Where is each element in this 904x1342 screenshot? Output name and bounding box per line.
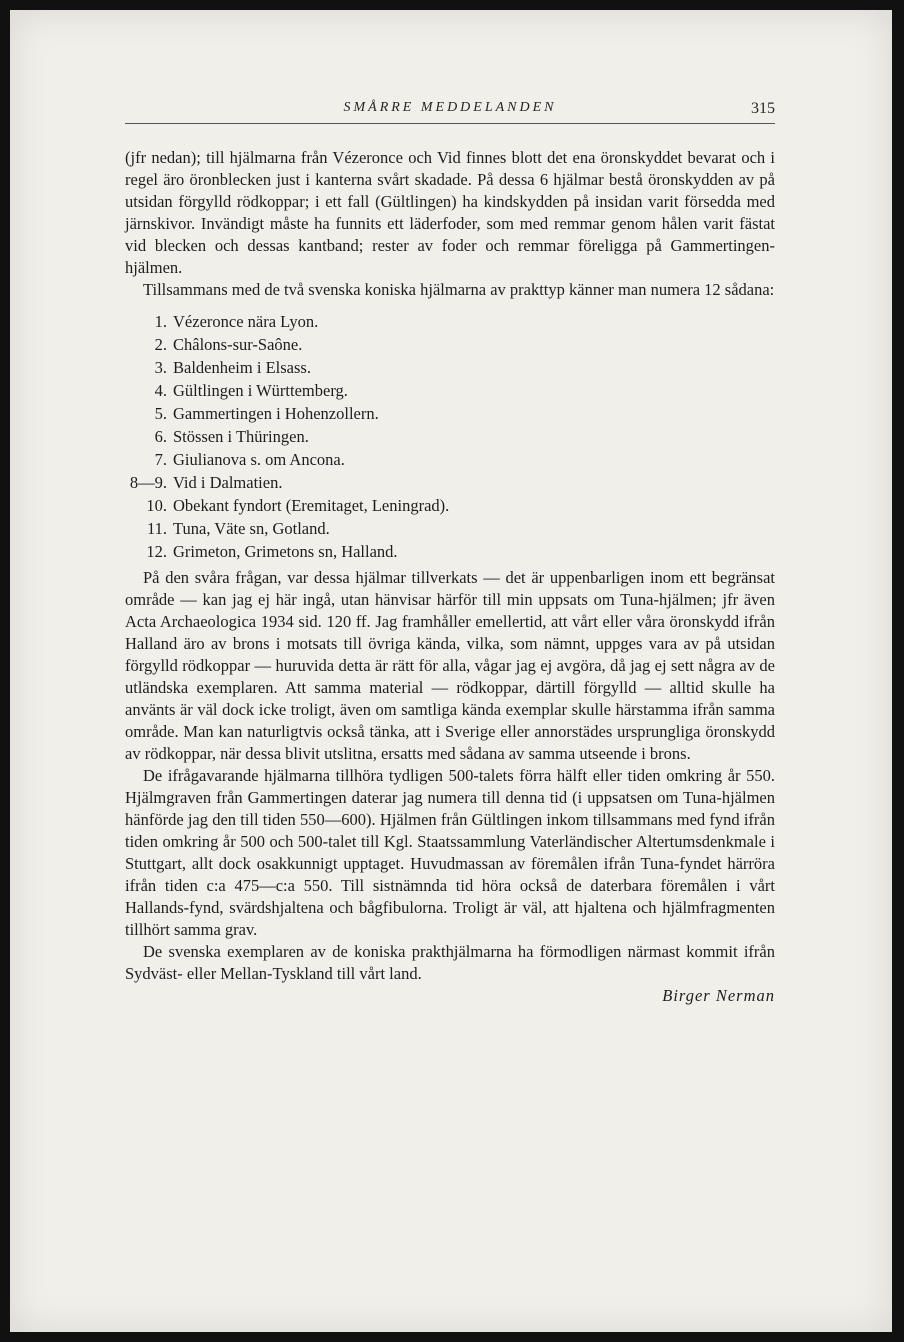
list-item-number: 12. <box>146 542 167 561</box>
list-item-text: Gammertingen i Hohenzollern. <box>173 404 379 423</box>
helmet-list <box>125 310 775 563</box>
page-number: 315 <box>751 100 775 117</box>
list-item <box>125 356 775 379</box>
list-item-text: Vid i Dalmatien. <box>173 473 283 492</box>
list-item-text: Tuna, Väte sn, Gotland. <box>173 519 330 538</box>
list-item-number: 3. <box>154 358 167 377</box>
list-item-number: 10. <box>146 496 167 515</box>
paragraph-4: De ifrågavarande hjälmarna tillhöra tydligen 500-talets förra hälft eller tiden omkring år 550. Hjälmgraven från Gammertingen daterar jag numera till denna tid (i uppsatsen om Tuna-hjälmen hänförde jag den till tiden 550—600). Hjälmen från Gültlingen inkom tillsammans med fynd ifrån tiden omkring år 500 och 500-talet till Kgl. Staatssammlung Vaterländischer Altertumsdenkmale i Stuttgart, allt dock osakkunnigt upptaget. Huvudmassan av föremålen ifrån Tuna-fyndet härröra ifrån tiden c:a 475—c:a 550. Till sistnämnda tid höra också de daterbara föremålen i vårt Hallands-fynd, svärdshjaltena och bågfibulorna. Troligt är väl, att hjaltena och hjälmfragmenten tillhört samma grav. <box>125 766 775 939</box>
list-item-number: 2. <box>154 335 167 354</box>
list-item-text: Giulianova s. om Ancona. <box>173 450 345 469</box>
paragraph-1: (jfr nedan); till hjälmarna från Vézeronce och Vid finnes blott det ena öronskyddet bevarat och i regel äro öronblecken just i kanterna svårt skadade. På dessa 6 hjälmar bestå öronskydden av på utsidan förgylld rödkoppar; i ett fall (Gültlingen) ha kindskydden på insidan varit försedda med järnskivor. Invändigt måste ha funnits ett läderfoder, som med remmar genom hålen varit fästat vid blecken och dessas kantband; rester av foder och remmar föreligga på Gammertingen-hjälmen. <box>125 148 775 277</box>
page-header <box>125 100 775 122</box>
list-item-text: Gültlingen i Württemberg. <box>173 381 348 400</box>
list-item-number: 5. <box>154 404 167 423</box>
list-item-number: 11. <box>146 519 167 538</box>
paragraph-3: På den svåra frågan, var dessa hjälmar tillverkats — det är uppenbarligen inom ett begränsat område — kan jag ej här ingå, utan hänvisar härför till min uppsats om Tuna-hjälmen; jfr även Acta Archaeologica 1934 sid. 120 ff. Jag framhåller emellertid, att vårt eller våra öronskydd ifrån Halland äro av brons i motsats till övriga kända, vilka, som nämnt, uppges vara av på utsidan förgylld rödkoppar — huruvida detta är rätt för alla, vågar jag ej avgöra, då jag ej sett några av de utländska exemplaren. Att samma material — rödkoppar, därtill förgylld — alltid skulle ha använts är väl dock icke troligt, även om samtliga kända exemplar skulle härstamma ifrån samma område. Man kan naturligtvis också tänka, att i Sverige eller annorstädes ursprungliga öronskydd av rödkoppar, när dessa blivit utslitna, ersatts med sådana av samma utseende i brons. <box>125 568 775 763</box>
paragraph-5: De svenska exemplaren av de koniska prakthjälmarna ha förmodligen närmast kommit ifrån Sydväst- eller Mellan-Tyskland till vårt land. <box>125 942 775 983</box>
list-item-number: 4. <box>154 381 167 400</box>
list-item <box>125 494 775 517</box>
list-item-text: Châlons-sur-Saône. <box>173 335 303 354</box>
list-item <box>125 402 775 425</box>
list-item <box>125 540 775 563</box>
list-item <box>125 471 775 494</box>
article-body <box>125 147 775 1007</box>
list-item <box>125 310 775 333</box>
author-signature: Birger Nerman <box>662 986 775 1005</box>
paragraph-2: Tillsammans med de två svenska koniska hjälmarna av prakttyp känner man numera 12 sådana: <box>143 280 775 299</box>
list-item-text: Grimeton, Grimetons sn, Halland. <box>173 542 398 561</box>
list-item <box>125 333 775 356</box>
list-item-text: Obekant fyndort (Eremitaget, Leningrad). <box>173 496 450 515</box>
list-item-number: 8—9. <box>129 473 167 492</box>
list-item <box>125 517 775 540</box>
list-item-text: Baldenheim i Elsass. <box>173 358 311 377</box>
list-item-number: 6. <box>154 427 167 446</box>
list-item-text: Vézeronce nära Lyon. <box>173 312 319 331</box>
running-title: SMÅRRE MEDDELANDEN <box>343 100 557 115</box>
list-item <box>125 425 775 448</box>
list-item-number: 1. <box>154 312 167 331</box>
list-item-number: 7. <box>154 450 167 469</box>
list-item-text: Stössen i Thüringen. <box>173 427 309 446</box>
list-item <box>125 379 775 402</box>
list-item <box>125 448 775 471</box>
document-page <box>10 10 892 1332</box>
header-rule <box>125 123 775 124</box>
